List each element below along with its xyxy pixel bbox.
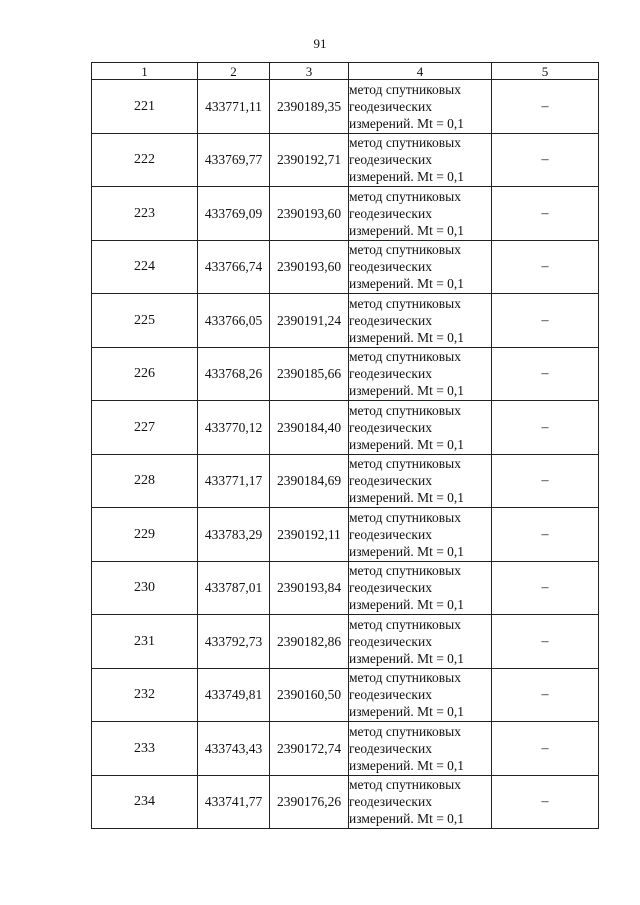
- method-cell: [349, 775, 492, 829]
- method-line: метод спутниковых: [349, 135, 461, 151]
- column-header-4: 4: [349, 63, 492, 80]
- x-coordinate-cell: 433771,11: [198, 80, 270, 134]
- method-line: геодезических: [349, 526, 432, 542]
- method-cell: [349, 508, 492, 562]
- method-line: метод спутниковых: [349, 349, 461, 365]
- note-cell: –: [492, 722, 599, 776]
- y-coordinate-cell: 2390185,66: [270, 347, 349, 401]
- method-cell: [349, 240, 492, 294]
- method-cell: [349, 454, 492, 508]
- method-cell: [349, 561, 492, 615]
- table-row: [92, 508, 599, 562]
- x-coordinate-cell: 433749,81: [198, 668, 270, 722]
- y-coordinate-cell: 2390191,24: [270, 294, 349, 348]
- note-cell: –: [492, 347, 599, 401]
- point-number-cell: 227: [92, 401, 198, 455]
- method-line: метод спутниковых: [349, 723, 461, 739]
- column-header-5: 5: [492, 63, 599, 80]
- method-line: измерений. Mt = 0,1: [349, 597, 465, 613]
- method-line: геодезических: [349, 473, 432, 489]
- note-cell: –: [492, 240, 599, 294]
- method-line: измерений. Mt = 0,1: [349, 490, 465, 506]
- method-cell: [349, 133, 492, 187]
- method-line: измерений. Mt = 0,1: [349, 222, 465, 238]
- note-cell: –: [492, 294, 599, 348]
- point-number-cell: 222: [92, 133, 198, 187]
- y-coordinate-cell: 2390189,35: [270, 80, 349, 134]
- method-cell: [349, 615, 492, 669]
- column-header-2: 2: [198, 63, 270, 80]
- y-coordinate-cell: 2390193,60: [270, 240, 349, 294]
- table-row: [92, 347, 599, 401]
- point-number-cell: 231: [92, 615, 198, 669]
- method-line: геодезических: [349, 152, 432, 168]
- x-coordinate-cell: 433741,77: [198, 775, 270, 829]
- method-line: геодезических: [349, 633, 432, 649]
- note-cell: –: [492, 454, 599, 508]
- method-cell: [349, 294, 492, 348]
- method-line: геодезических: [349, 794, 432, 810]
- table-row: [92, 133, 599, 187]
- method-line: геодезических: [349, 205, 432, 221]
- note-cell: –: [492, 668, 599, 722]
- method-line: измерений. Mt = 0,1: [349, 436, 465, 452]
- method-line: измерений. Mt = 0,1: [349, 276, 465, 292]
- table-row: [92, 722, 599, 776]
- point-number-cell: 229: [92, 508, 198, 562]
- x-coordinate-cell: 433743,43: [198, 722, 270, 776]
- method-line: геодезических: [349, 366, 432, 382]
- coordinates-table: [91, 62, 599, 829]
- method-cell: [349, 668, 492, 722]
- y-coordinate-cell: 2390193,60: [270, 187, 349, 241]
- table-row: [92, 615, 599, 669]
- column-header-1: 1: [92, 63, 198, 80]
- table-row: [92, 240, 599, 294]
- method-line: измерений. Mt = 0,1: [349, 383, 465, 399]
- method-line: геодезических: [349, 259, 432, 275]
- note-cell: –: [492, 401, 599, 455]
- x-coordinate-cell: 433783,29: [198, 508, 270, 562]
- method-line: измерений. Mt = 0,1: [349, 757, 465, 773]
- x-coordinate-cell: 433787,01: [198, 561, 270, 615]
- method-line: метод спутниковых: [349, 616, 461, 632]
- point-number-cell: 230: [92, 561, 198, 615]
- table-row: [92, 775, 599, 829]
- method-line: метод спутниковых: [349, 777, 461, 793]
- method-line: метод спутниковых: [349, 509, 461, 525]
- x-coordinate-cell: 433770,12: [198, 401, 270, 455]
- y-coordinate-cell: 2390193,84: [270, 561, 349, 615]
- y-coordinate-cell: 2390192,11: [270, 508, 349, 562]
- method-line: измерений. Mt = 0,1: [349, 811, 465, 827]
- point-number-cell: 234: [92, 775, 198, 829]
- method-line: геодезических: [349, 419, 432, 435]
- y-coordinate-cell: 2390160,50: [270, 668, 349, 722]
- method-cell: [349, 401, 492, 455]
- table-row: [92, 561, 599, 615]
- method-line: геодезических: [349, 580, 432, 596]
- table-row: [92, 454, 599, 508]
- method-line: метод спутниковых: [349, 295, 461, 311]
- point-number-cell: 224: [92, 240, 198, 294]
- y-coordinate-cell: 2390184,40: [270, 401, 349, 455]
- method-cell: [349, 187, 492, 241]
- x-coordinate-cell: 433769,09: [198, 187, 270, 241]
- table-row: [92, 294, 599, 348]
- y-coordinate-cell: 2390184,69: [270, 454, 349, 508]
- note-cell: –: [492, 615, 599, 669]
- x-coordinate-cell: 433769,77: [198, 133, 270, 187]
- note-cell: –: [492, 561, 599, 615]
- table-row: [92, 401, 599, 455]
- x-coordinate-cell: 433768,26: [198, 347, 270, 401]
- method-line: геодезических: [349, 687, 432, 703]
- method-line: измерений. Mt = 0,1: [349, 543, 465, 559]
- column-header-3: 3: [270, 63, 349, 80]
- table-header-row: [92, 63, 599, 80]
- x-coordinate-cell: 433766,74: [198, 240, 270, 294]
- method-cell: [349, 722, 492, 776]
- method-line: метод спутниковых: [349, 563, 461, 579]
- method-line: измерений. Mt = 0,1: [349, 115, 465, 131]
- method-line: измерений. Mt = 0,1: [349, 169, 465, 185]
- page-number: 91: [313, 36, 327, 51]
- note-cell: –: [492, 775, 599, 829]
- table-row: [92, 187, 599, 241]
- method-line: измерений. Mt = 0,1: [349, 704, 465, 720]
- method-line: метод спутниковых: [349, 242, 461, 258]
- note-cell: –: [492, 133, 599, 187]
- method-cell: [349, 347, 492, 401]
- method-line: измерений. Mt = 0,1: [349, 650, 465, 666]
- note-cell: –: [492, 187, 599, 241]
- method-line: метод спутниковых: [349, 456, 461, 472]
- point-number-cell: 225: [92, 294, 198, 348]
- x-coordinate-cell: 433766,05: [198, 294, 270, 348]
- method-line: измерений. Mt = 0,1: [349, 329, 465, 345]
- y-coordinate-cell: 2390172,74: [270, 722, 349, 776]
- method-line: геодезических: [349, 98, 432, 114]
- x-coordinate-cell: 433792,73: [198, 615, 270, 669]
- method-line: геодезических: [349, 740, 432, 756]
- point-number-cell: 232: [92, 668, 198, 722]
- point-number-cell: 223: [92, 187, 198, 241]
- method-line: геодезических: [349, 312, 432, 328]
- method-line: метод спутниковых: [349, 402, 461, 418]
- table-row: [92, 80, 599, 134]
- table-body: [92, 80, 599, 829]
- y-coordinate-cell: 2390182,86: [270, 615, 349, 669]
- note-cell: –: [492, 508, 599, 562]
- note-cell: –: [492, 80, 599, 134]
- method-line: метод спутниковых: [349, 81, 461, 97]
- point-number-cell: 228: [92, 454, 198, 508]
- point-number-cell: 233: [92, 722, 198, 776]
- method-line: метод спутниковых: [349, 188, 461, 204]
- x-coordinate-cell: 433771,17: [198, 454, 270, 508]
- y-coordinate-cell: 2390192,71: [270, 133, 349, 187]
- method-line: метод спутниковых: [349, 670, 461, 686]
- table-row: [92, 668, 599, 722]
- y-coordinate-cell: 2390176,26: [270, 775, 349, 829]
- point-number-cell: 226: [92, 347, 198, 401]
- point-number-cell: 221: [92, 80, 198, 134]
- method-cell: [349, 80, 492, 134]
